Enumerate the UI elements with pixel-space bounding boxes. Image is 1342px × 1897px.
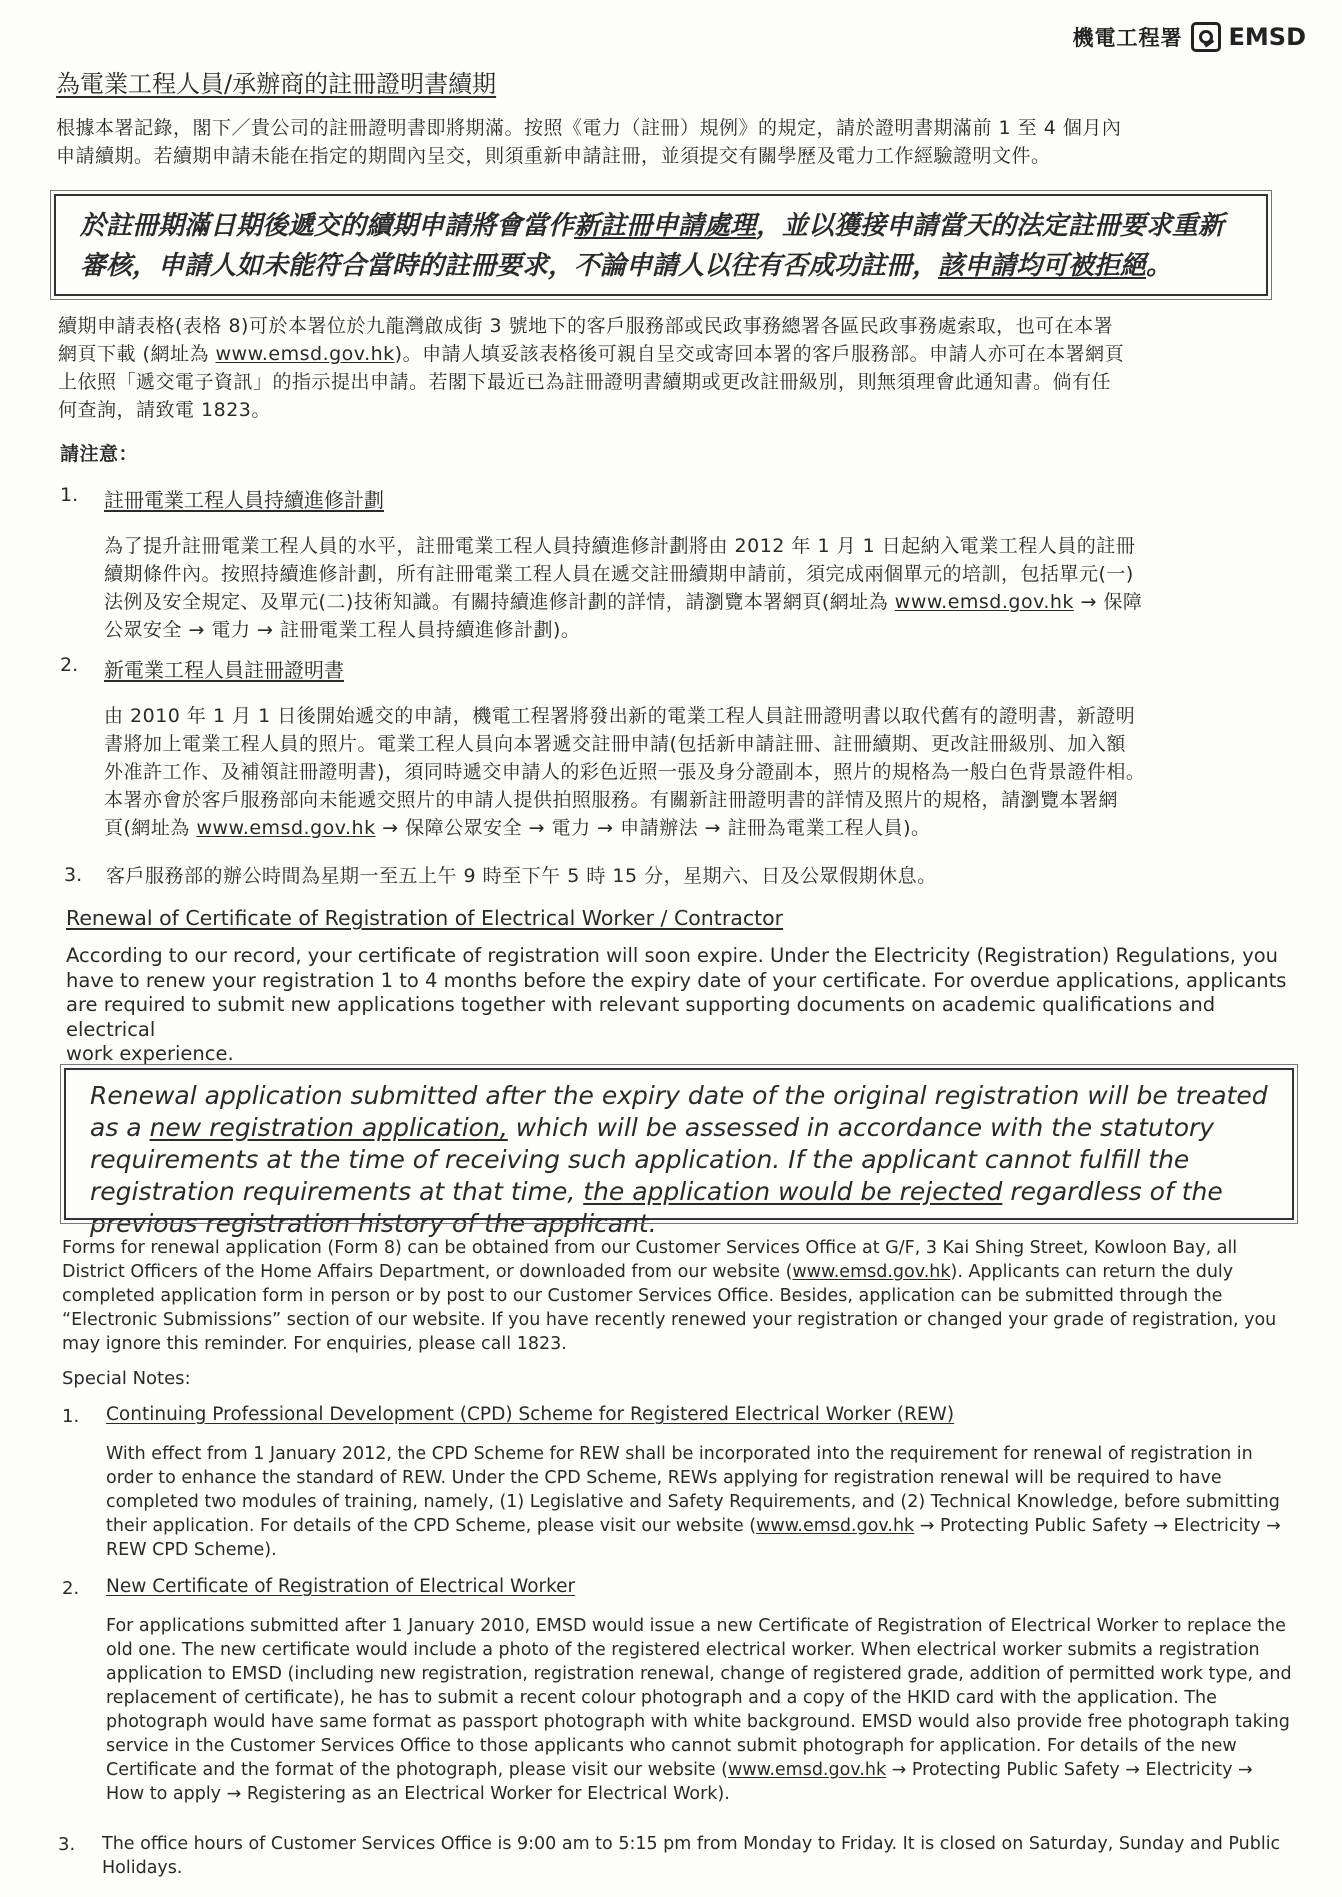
warning-text: Renewal application submitted after the expiry date of the original registration will be treated as a xyxy=(90,1081,1268,1142)
emsd-website-link[interactable]: www.emsd.gov.hk xyxy=(196,817,376,839)
chinese-forms-line xyxy=(58,340,1308,368)
english-note-line xyxy=(106,1514,1306,1538)
chinese-note-2-title: 新電業工程人員註冊證明書 xyxy=(104,658,344,682)
english-notes-label: Special Notes: xyxy=(62,1368,191,1389)
emsd-logo-icon xyxy=(1191,22,1221,52)
text: ). Applicants can return the duly xyxy=(950,1262,1234,1282)
english-note-line: How to apply → Registering as an Electrical Worker for Electrical Work). xyxy=(106,1784,730,1804)
warning-emphasis: 新註冊申請處理 xyxy=(574,211,757,241)
warning-text: regardless of the previous registration history of the applicant. xyxy=(90,1177,1223,1238)
logo-chinese-name: 機電工程署 xyxy=(1072,26,1183,50)
chinese-note-line: 續期條件內。按照持續進修計劃，所有註冊電業工程人員在遞交註冊續期申請前，須完成兩個單元的培訓，包括單元(一) xyxy=(104,563,1134,585)
english-forms-line xyxy=(62,1260,1302,1284)
english-note-line: With effect from 1 January 2012, the CPD Scheme for REW shall be incorporated into the requirement for renewal of registration in xyxy=(106,1444,1253,1464)
text: 網頁下載 (網址為 xyxy=(58,343,216,365)
english-intro-line: have to renew your registration 1 to 4 months before the expiry date of your certificate. For overdue applications, applicants xyxy=(66,968,1287,992)
chinese-note-2-number: 2. xyxy=(60,654,79,676)
english-note-line xyxy=(106,1758,1306,1782)
text: 法例及安全規定、及單元(二)技術知識。有關持續進修計劃的詳情，請瀏覽本署網頁(網址為 xyxy=(104,591,895,613)
chinese-intro-line: 申請續期。若續期申請未能在指定的期間內呈交，則須重新申請註冊，並須提交有關學歷及電力工作經驗證明文件。 xyxy=(56,145,1051,167)
warning-text: which will be assessed in accordance with the statutory requirements at the time of receiving such application. If the applicant cannot fulfill the registration requirements at that time, xyxy=(90,1113,1215,1206)
warning-text: 。 xyxy=(1146,251,1173,281)
text: )。申請人填妥該表格後可親自呈交或寄回本署的客戶服務部。申請人亦可在本署網頁 xyxy=(394,343,1125,365)
english-note-3-body xyxy=(102,1832,1312,1880)
text: Certificate and the format of the photograph, please visit our website ( xyxy=(106,1760,728,1780)
english-note-1-number: 1. xyxy=(62,1406,80,1427)
english-note-2-number: 2. xyxy=(62,1578,80,1599)
chinese-intro xyxy=(56,114,1306,170)
chinese-intro-line: 根據本署記錄，閣下／貴公司的註冊證明書即將期滿。按照《電力（註冊）規例》的規定，請於證明書期滿前 1 至 4 個月內 xyxy=(56,117,1122,139)
text: → Protecting Public Safety → Electricity → xyxy=(886,1760,1253,1780)
chinese-note-line: 本署亦會於客戶服務部向未能遞交照片的申請人提供拍照服務。有關新註冊證明書的詳情及照片的規格，請瀏覽本署網 xyxy=(104,789,1119,811)
warning-text: ，並以獲接申請當天的法定註冊要求重新審核，申請人如未能符合當時的註冊要求，不論申請人以往有否成功註冊， xyxy=(80,211,1225,281)
chinese-forms-line: 何查詢，請致電 1823。 xyxy=(58,399,271,421)
english-forms-line: “Electronic Submissions” section of our website. If you have recently renewed your registration or changed your grade of registration, you xyxy=(62,1310,1277,1330)
chinese-note-line: 外准許工作、及補領註冊證明書)，須同時遞交申請人的彩色近照一張及身分證副本，照片的規格為一般白色背景證件相。 xyxy=(104,761,1146,783)
emsd-website-link[interactable]: www.emsd.gov.hk xyxy=(756,1516,915,1536)
english-forms-paragraph xyxy=(62,1236,1302,1356)
english-title: Renewal of Certificate of Registration of Electrical Worker / Contractor xyxy=(66,906,784,930)
english-forms-line: completed application form in person or by post to our Customer Services Office. Besides, application can be submitted through the xyxy=(62,1286,1223,1306)
chinese-title: 為電業工程人員/承辦商的註冊證明書續期 xyxy=(56,70,497,98)
english-note-line: Holidays. xyxy=(102,1858,183,1878)
english-note-line: For applications submitted after 1 January 2010, EMSD would issue a new Certificate of Registration of Electrical Worker to replace the xyxy=(106,1616,1286,1636)
chinese-note-3-number: 3. xyxy=(64,864,83,886)
chinese-notes-label: 請注意： xyxy=(60,443,139,465)
emsd-website-link[interactable]: www.emsd.gov.hk xyxy=(792,1262,951,1282)
english-note-line: REW CPD Scheme). xyxy=(106,1540,277,1560)
english-intro xyxy=(66,944,1306,1067)
chinese-forms-paragraph xyxy=(58,312,1308,424)
english-note-line: service in the Customer Services Office to those applicants who cannot submit photograph for application. For details of the new xyxy=(106,1736,1237,1756)
chinese-note-2-body xyxy=(104,702,1304,842)
text: → 保障公眾安全 → 電力 → 申請辦法 → 註冊為電業工程人員)。 xyxy=(375,817,931,839)
warning-emphasis: the application would be rejected xyxy=(583,1177,1003,1206)
english-note-1-body xyxy=(106,1442,1306,1562)
english-note-line: photograph would have same format as passport photograph with white background. EMSD would also provide free photograph taking xyxy=(106,1712,1290,1732)
warning-emphasis: new registration application, xyxy=(149,1113,508,1142)
english-note-line: completed two modules of training, namely, (1) Legislative and Safety Requirements, and (2) Technical Knowledge, before submitting xyxy=(106,1492,1280,1512)
chinese-note-1-number: 1. xyxy=(60,484,79,506)
emsd-website-link[interactable]: www.emsd.gov.hk xyxy=(215,343,395,365)
chinese-note-1-body xyxy=(104,532,1304,644)
english-warning-box xyxy=(64,1068,1294,1238)
english-intro-line: work experience. xyxy=(66,1042,234,1065)
chinese-note-1-title: 註冊電業工程人員持續進修計劃 xyxy=(104,488,384,512)
chinese-forms-line: 上依照「遞交電子資訊」的指示提出申請。若閣下最近已為註冊證明書續期或更改註冊級別，則無須理會此通知書。倘有任 xyxy=(58,371,1112,393)
text: → Protecting Public Safety → Electricity → xyxy=(914,1516,1281,1536)
emsd-website-link[interactable]: www.emsd.gov.hk xyxy=(894,591,1074,613)
english-note-2-title: New Certificate of Registration of Electrical Worker xyxy=(106,1576,576,1597)
english-note-3-number: 3. xyxy=(58,1834,76,1855)
english-note-line: The office hours of Customer Services Office is 9:00 am to 5:15 pm from Monday to Friday. It is closed on Saturday, Sunday and Public xyxy=(102,1834,1281,1854)
chinese-forms-line: 續期申請表格(表格 8)可於本署位於九龍灣啟成街 3 號地下的客戶服務部或民政事務總署各區民政事務處索取，也可在本署 xyxy=(58,315,1114,337)
english-note-2-body xyxy=(106,1614,1306,1806)
chinese-warning-box xyxy=(54,194,1268,296)
text: their application. For details of the CPD Scheme, please visit our website ( xyxy=(106,1516,757,1536)
english-forms-line: may ignore this reminder. For enquiries, please call 1823. xyxy=(62,1334,567,1354)
emsd-website-link[interactable]: www.emsd.gov.hk xyxy=(728,1760,887,1780)
chinese-note-line: 書將加上電業工程人員的照片。電業工程人員向本署遞交註冊申請(包括新申請註冊、註冊續期、更改註冊級別、加入額 xyxy=(104,733,1126,755)
chinese-note-line: 為了提升註冊電業工程人員的水平，註冊電業工程人員持續進修計劃將由 2012 年 1 月 1 日起納入電業工程人員的註冊 xyxy=(104,535,1136,557)
english-forms-line: Forms for renewal application (Form 8) can be obtained from our Customer Services Office at G/F, 3 Kai Shing Street, Kowloon Bay, all xyxy=(62,1238,1238,1258)
chinese-note-line xyxy=(104,588,1304,616)
english-note-line: old one. The new certificate would include a photo of the registered electrical worker. When electrical worker submits a registration xyxy=(106,1640,1260,1660)
english-note-line: application to EMSD (including new registration, registration renewal, change of registered grade, addition of permitted work type, and xyxy=(106,1664,1292,1684)
english-intro-line: are required to submit new applications together with relevant supporting documents on academic qualifications and electrical xyxy=(66,993,1216,1041)
text: 頁(網址為 xyxy=(104,817,197,839)
text: → 保障 xyxy=(1073,591,1143,613)
text: District Officers of the Home Affairs Department, or downloaded from our website ( xyxy=(62,1262,793,1282)
emsd-logo xyxy=(1073,22,1306,52)
chinese-note-line xyxy=(104,814,1304,842)
english-note-1-title: Continuing Professional Development (CPD) Scheme for Registered Electrical Worker (REW) xyxy=(106,1404,955,1425)
chinese-note-line: 公眾安全 → 電力 → 註冊電業工程人員持續進修計劃)。 xyxy=(104,619,581,641)
english-intro-line: According to our record, your certificate of registration will soon expire. Under the Electricity (Registration) Regulations, you xyxy=(66,944,1279,967)
chinese-note-line: 由 2010 年 1 月 1 日後開始遞交的申請，機電工程署將發出新的電業工程人員註冊證明書以取代舊有的證明書，新證明 xyxy=(104,705,1136,727)
english-note-line: order to enhance the standard of REW. Under the CPD Scheme, REWs applying for registration renewal will be required to have xyxy=(106,1468,1222,1488)
chinese-note-3-text: 客戶服務部的辦公時間為星期一至五上午 9 時至下午 5 時 15 分，星期六、日及公眾假期休息。 xyxy=(106,865,937,887)
english-note-line: replacement of certificate), he has to submit a recent colour photograph and a copy of the HKID card with the application. The xyxy=(106,1688,1217,1708)
warning-emphasis: 該申請均可被拒絕 xyxy=(938,251,1147,281)
logo-english-name: EMSD xyxy=(1228,23,1306,51)
warning-text: 於註冊期滿日期後遞交的續期申請將會當作 xyxy=(80,211,575,241)
